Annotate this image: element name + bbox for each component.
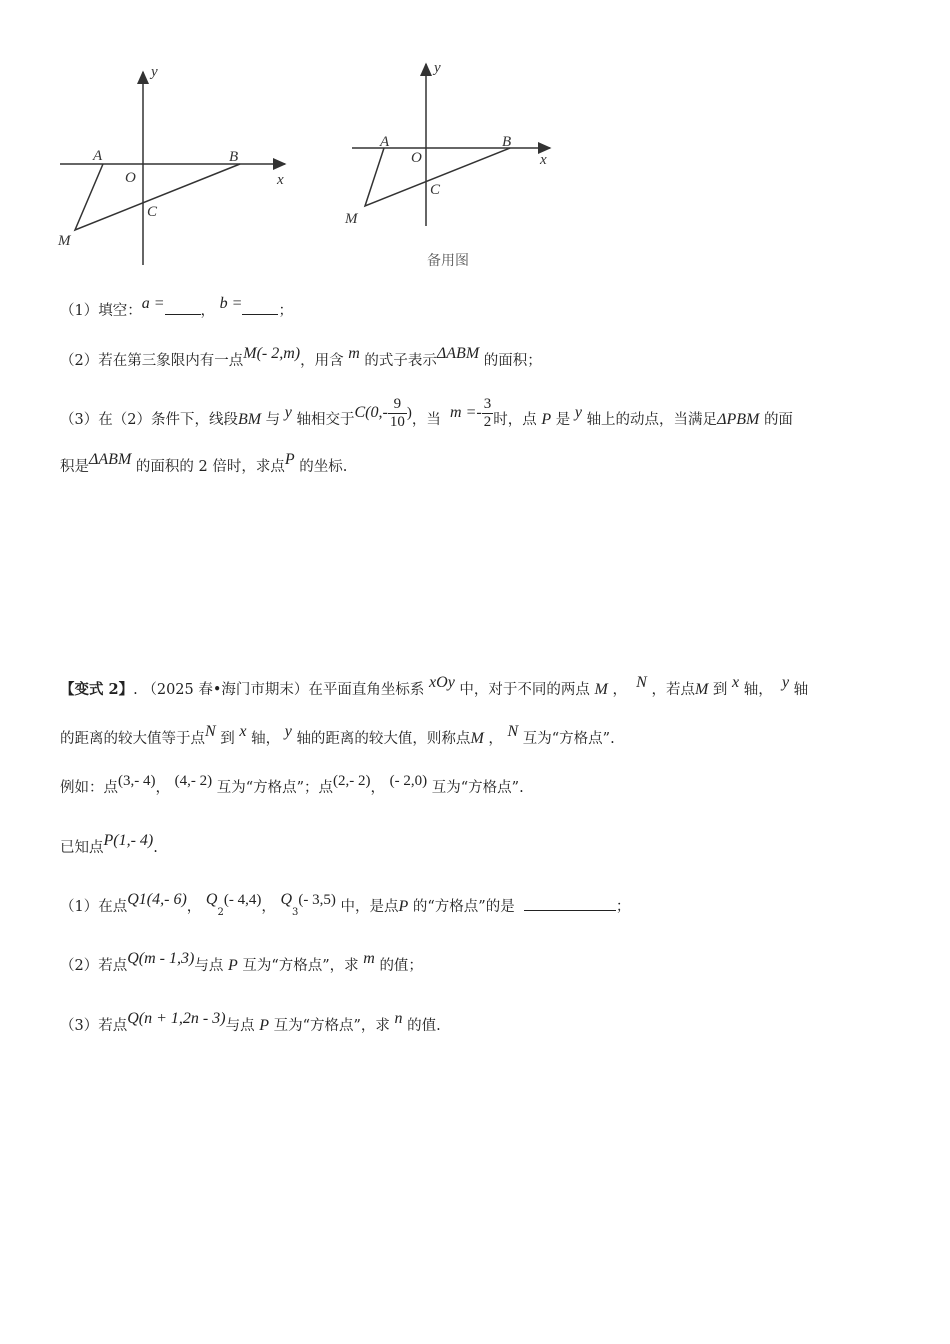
q-text: ，	[612, 682, 627, 698]
q-text: 与	[265, 412, 281, 428]
q-prefix: （1）填空：	[60, 303, 142, 319]
q-text: 是	[555, 412, 571, 428]
answer-blank[interactable]	[524, 896, 616, 911]
point: (3,- 4)	[118, 773, 156, 789]
q-text: 互为“方格点”.	[522, 731, 615, 747]
paren: )	[406, 405, 412, 421]
variant2-line1	[60, 674, 900, 701]
q-text: 互为“方格点”；点	[216, 780, 334, 796]
question-2	[60, 345, 900, 372]
answer-blank-a[interactable]	[165, 300, 201, 315]
point-c: C(0,-	[354, 404, 388, 421]
label-o: O	[125, 170, 136, 186]
q-text: 中，对于不同的两点	[459, 682, 590, 698]
q-text: 轴，	[743, 682, 773, 698]
question-3-line2	[60, 451, 900, 478]
q-text: ，	[186, 899, 202, 915]
point-q: Q(m - 1,3)	[127, 950, 195, 967]
q-text: 轴，	[251, 731, 281, 747]
q-text: 例如：点	[60, 780, 118, 796]
label-m: M	[345, 211, 358, 227]
triangle-abm: ΔABM	[436, 345, 480, 362]
figure-main	[55, 60, 300, 270]
q-text: 的面积的 2 倍时，求点	[135, 459, 285, 475]
figure-caption: 备用图	[427, 253, 469, 269]
var-x: x	[239, 723, 247, 740]
variant2-question-3	[60, 1010, 900, 1037]
var-m: M	[470, 730, 484, 747]
point-q: Q(n + 1,2n - 3)	[127, 1010, 226, 1027]
q-text: ，	[488, 731, 503, 747]
var-m: M	[694, 681, 709, 698]
q-text: 的“方格点”的是	[412, 899, 515, 915]
q-text: ，若点	[651, 682, 695, 698]
q-text: 积是	[60, 459, 89, 475]
label-m: M	[58, 233, 71, 249]
point: (- 2,0)	[389, 773, 428, 789]
subscript: 3	[292, 907, 299, 918]
subscript: 2	[217, 907, 224, 918]
seg-bm: BM	[237, 411, 262, 428]
numerator: 3	[483, 395, 492, 412]
fraction-9-10	[388, 396, 407, 431]
label-b: B	[502, 134, 512, 150]
numerator: 9	[388, 396, 407, 414]
label-x: x	[277, 172, 284, 188]
label-b: B	[229, 149, 239, 165]
q-text: 的值；	[379, 958, 423, 974]
var-n: N	[205, 723, 216, 740]
q-text: 轴	[793, 682, 809, 698]
q-text: .	[153, 840, 158, 856]
q-text: 到	[712, 682, 728, 698]
q-text: 与点	[225, 1018, 255, 1034]
variant2-line2	[60, 723, 900, 750]
point-m: M(- 2,m)	[243, 345, 301, 362]
q-text: 互为“方格点”.	[431, 780, 524, 796]
label-c: C	[147, 204, 158, 220]
var-m: M	[594, 681, 608, 698]
q-text: 的值.	[407, 1018, 441, 1034]
label-y: y	[434, 60, 441, 76]
label-o: O	[411, 150, 422, 166]
var-y: y	[284, 723, 292, 740]
var-n: N	[636, 674, 647, 691]
var-p: P	[227, 957, 238, 974]
label-c: C	[430, 182, 441, 198]
denominator: 10	[389, 413, 405, 430]
var-p: P	[284, 451, 295, 468]
var-n: N	[507, 723, 519, 740]
q-text: ；	[615, 899, 631, 915]
point-q1: Q1(4,- 6)	[127, 891, 187, 908]
var-m: m	[363, 950, 375, 967]
q-text: 的距离的较大值等于点	[60, 731, 205, 747]
q-text: 轴相交于	[296, 412, 355, 428]
var-p: P	[259, 1017, 269, 1034]
var-a: a =	[141, 295, 165, 312]
coords: (- 3,5)	[298, 892, 336, 908]
q-text: 的坐标.	[299, 459, 348, 475]
question-3-line1	[60, 395, 900, 440]
label-a: A	[93, 148, 103, 164]
q-text: 已知点	[60, 840, 104, 856]
triangle-abm	[75, 164, 240, 230]
q-text: 互为“方格点”，求	[273, 1018, 390, 1034]
var-p: P	[541, 411, 552, 428]
q-text: ，	[155, 780, 170, 796]
q-text: ，当	[411, 412, 441, 428]
var-m: m =-	[450, 404, 482, 421]
end: ；	[278, 303, 293, 319]
variant2-question-2	[60, 950, 900, 977]
q-text: （2）若点	[60, 958, 128, 974]
q-text: （3）若点	[60, 1018, 128, 1034]
var-y: y	[574, 404, 582, 421]
variant-label: 【变式 2】	[60, 681, 134, 698]
var-y: y	[284, 404, 292, 421]
variant2-given	[60, 832, 900, 859]
q-text: 的面积；	[483, 353, 542, 369]
var-y: y	[781, 674, 790, 691]
q-text: 轴上的动点，当满足	[586, 412, 718, 428]
var-b: b =	[219, 295, 243, 312]
q-text: ，用含	[300, 353, 344, 369]
triangle-pbm: ΔPBM	[717, 411, 760, 428]
q-text: （3）在（2）条件下，线段	[60, 412, 238, 428]
q-text: 轴的距离的较大值，则称点	[296, 731, 471, 747]
q-text: 到	[220, 731, 235, 747]
label-x: x	[540, 152, 547, 168]
q-text: 的面	[763, 412, 793, 428]
point-q3: Q	[280, 891, 292, 908]
answer-blank-b[interactable]	[242, 300, 278, 315]
denominator: 2	[483, 413, 492, 430]
q-text: 时，点	[493, 412, 537, 428]
q-text: ，	[370, 780, 386, 796]
coords: (- 4,4)	[223, 892, 262, 908]
q-text: （1）在点	[60, 899, 128, 915]
var-x: x	[732, 674, 740, 691]
point: (2,- 2)	[333, 773, 371, 789]
variant2-question-1	[60, 891, 900, 920]
point: (4,- 2)	[174, 773, 213, 789]
q-text: 的式子表示	[364, 353, 437, 369]
q-text: . （2025 春•海门市期末）在平面直角坐标系	[133, 682, 425, 698]
var-xoy: xOy	[429, 674, 455, 691]
sep: ，	[200, 303, 216, 319]
question-1-fill	[60, 295, 900, 322]
q-text: 中，是点	[340, 899, 399, 915]
q-text: ，	[261, 899, 276, 915]
variant2-example	[60, 773, 900, 799]
var-n: n	[394, 1010, 403, 1027]
label-a: A	[380, 134, 390, 150]
q-text: 互为“方格点”，求	[242, 958, 359, 974]
label-y: y	[151, 64, 158, 80]
point-p: P(1,- 4)	[103, 832, 154, 849]
triangle-abm: ΔABM	[89, 451, 132, 468]
q-text: 与点	[194, 958, 224, 974]
figure-backup	[340, 58, 565, 273]
point-q2: Q	[205, 891, 218, 908]
var-m: m	[348, 345, 360, 362]
var-p: P	[398, 898, 409, 915]
fraction-3-2	[482, 396, 494, 431]
q-text: （2）若在第三象限内有一点	[60, 353, 244, 369]
